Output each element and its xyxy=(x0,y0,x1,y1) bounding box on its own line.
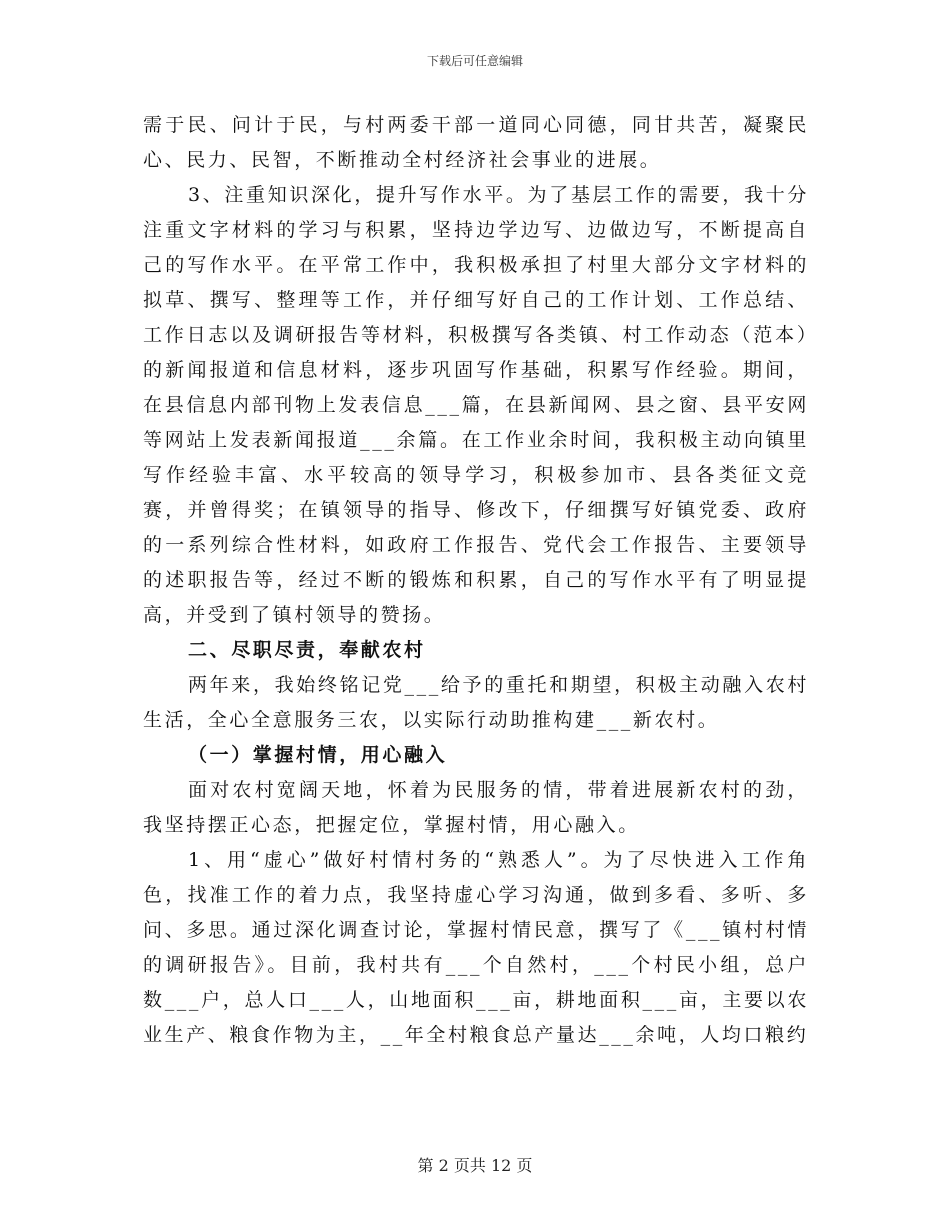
section-heading-2: 二、尽职尽责，奉献农村 xyxy=(188,639,426,661)
page-header: 下载后可任意编辑 xyxy=(426,54,523,68)
paragraph-3: 两年来，我始终铭记党___给予的重托和期望，积极主动融入农村生活，全心全意服务三农，以实际行动助推构建___新农村。 xyxy=(143,674,809,731)
document-body xyxy=(143,108,809,1053)
paragraph-4: 面对农村宽阔天地，怀着为民服务的情，带着进展新农村的劲，我坚持摆正心态，把握定位，掌握村情，用心融入。 xyxy=(143,779,809,836)
paragraph-2: 3、注重知识深化，提升写作水平。为了基层工作的需要，我十分注重文字材料的学习与积累，坚持边学边写、边做边写，不断提高自己的写作水平。在平常工作中，我积极承担了村里大部分文字材料的拟草、撰写、整理等工作，并仔细写好自己的工作计划、工作总结、工作日志以及调研报告等材料，积极撰写各类镇、村工作动态（范本）的新闻报道和信息材料，逐步巩固写作基础，积累写作经验。期间，在县信息内部刊物上发表信息___篇，在县新闻网、县之窗、县平安网等网站上发表新闻报道___余篇。在工作业余时间，我积极主动向镇里写作经验丰富、水平较高的领导学习，积极参加市、县各类征文竞赛，并曾得奖；在镇领导的指导、修改下，仔细撰写好镇党委、政府的一系列综合性材料，如政府工作报告、党代会工作报告、主要领导的述职报告等，经过不断的锻炼和积累，自己的写作水平有了明显提高，并受到了镇村领导的赞扬。 xyxy=(143,184,809,626)
paragraph-1: 需于民、问计于民，与村两委干部一道同心同德，同甘共苦，凝聚民心、民力、民智，不断推动全村经济社会事业的进展。 xyxy=(143,114,809,171)
page-number: 第 2 页共 12 页 xyxy=(417,1156,533,1175)
paragraph-5: 1、用“虚心”做好村情村务的“熟悉人”。为了尽快进入工作角色，找准工作的着力点，我坚持虚心学习沟通，做到多看、多听、多问、多思。通过深化调查讨论，掌握村情民意，撰写了《___镇村村情的调研报告》。目前，我村共有___个自然村，___个村民小组，总户数___户，总人口___人，山地面积___亩，耕地面积___亩，主要以农业生产、粮食作物为主，__年全村粮食总产量达___余吨，人均口粮约 xyxy=(143,849,809,1046)
subsection-heading-1: （一）掌握村情，用心融入 xyxy=(188,744,448,766)
